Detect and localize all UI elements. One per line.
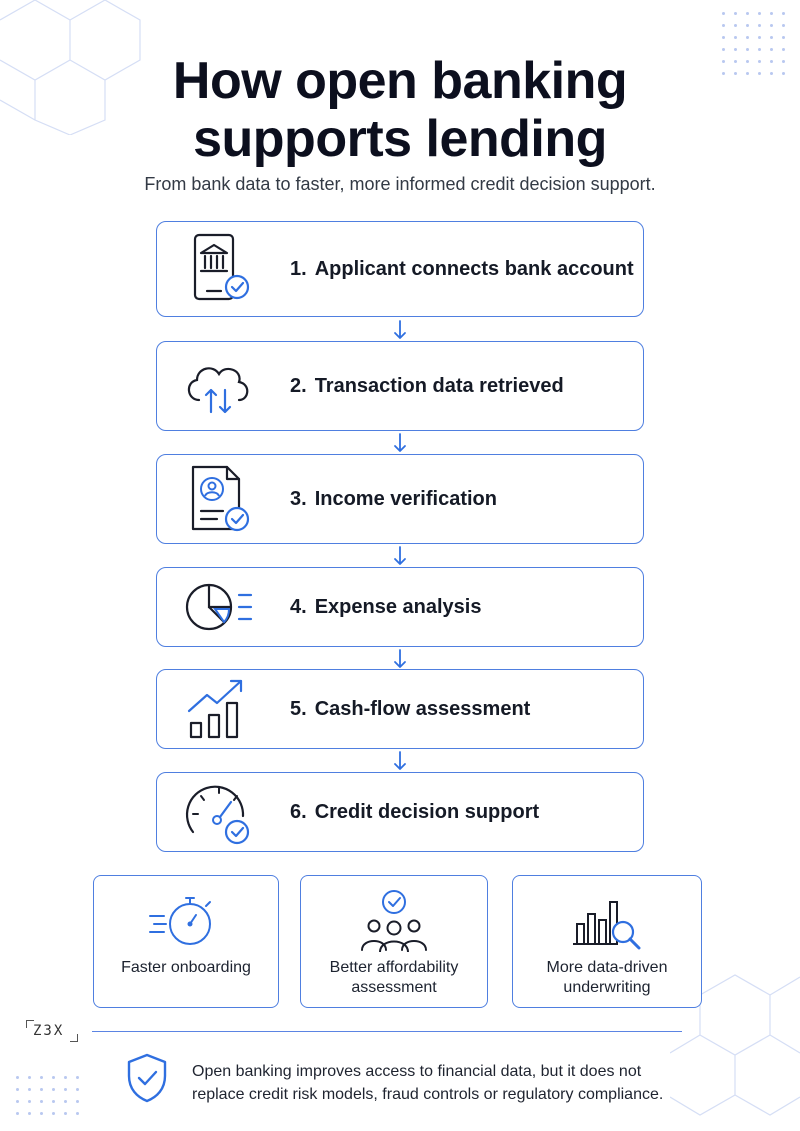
cloud-transfer-icon <box>181 348 257 424</box>
bank-phone-check-icon <box>181 231 257 307</box>
arrow-down-icon <box>392 546 408 566</box>
step-3-label: 3. Income verification <box>290 487 497 510</box>
step-1-card <box>156 221 644 317</box>
gauge-check-icon <box>181 774 257 850</box>
benefit-label: Faster onboarding <box>121 959 251 976</box>
shield-check-icon <box>125 1052 169 1104</box>
step-4-label: 4. Expense analysis <box>290 595 482 618</box>
document-user-check-icon <box>181 461 257 537</box>
divider <box>92 1031 682 1032</box>
page-title <box>0 52 800 168</box>
chart-magnifier-icon <box>567 888 647 952</box>
arrow-down-icon <box>392 649 408 669</box>
benefit-label: Better affordability assessment <box>329 959 459 996</box>
disclaimer-note: Open banking improves access to financial data, but it does not replace credit risk models, fraud controls or regulatory compliance. <box>192 1063 664 1103</box>
benefit-card-underwriting <box>512 875 702 1008</box>
step-5-card <box>156 669 644 749</box>
title-line-2: supports lending <box>193 110 607 168</box>
step-4-card <box>156 567 644 647</box>
step-2-label: 2. Transaction data retrieved <box>290 374 564 397</box>
arrow-down-icon <box>392 433 408 453</box>
dot-grid-bottom-left <box>16 1076 79 1115</box>
people-check-icon <box>354 888 434 952</box>
pie-chart-list-icon <box>181 569 257 645</box>
benefit-label: More data-driven underwriting <box>546 959 668 996</box>
step-2-card <box>156 341 644 431</box>
subtitle: From bank data to faster, more informed credit decision support. <box>144 174 656 194</box>
benefit-card-faster-onboarding <box>93 875 279 1008</box>
step-6-card <box>156 772 644 852</box>
arrow-down-icon <box>392 320 408 340</box>
step-1-label: 1. Applicant connects bank account <box>290 257 634 280</box>
step-5-label: 5. Cash-flow assessment <box>290 697 531 720</box>
step-3-card <box>156 454 644 544</box>
stopwatch-speed-icon <box>146 888 226 952</box>
z3x-logo: Z3X <box>26 1020 78 1042</box>
bar-chart-trend-icon <box>181 671 257 747</box>
title-line-1: How open banking <box>172 52 628 110</box>
step-6-label: 6. Credit decision support <box>290 800 540 823</box>
arrow-down-icon <box>392 751 408 771</box>
benefit-card-affordability <box>300 875 488 1008</box>
